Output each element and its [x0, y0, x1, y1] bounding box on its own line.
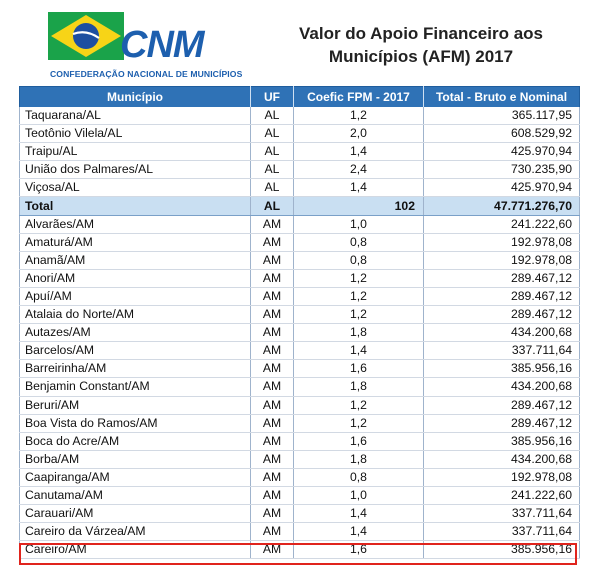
cell-total: 385.956,16	[424, 432, 580, 450]
cell-municipio: Beruri/AM	[20, 396, 251, 414]
cell-total: 337.711,64	[424, 505, 580, 523]
cell-municipio: Teotônio Vilela/AL	[20, 125, 251, 143]
table-row	[20, 125, 580, 143]
cell-coef: 1,4	[294, 179, 424, 197]
cell-uf: AM	[251, 269, 294, 287]
cell-municipio: Boa Vista do Ramos/AM	[20, 414, 251, 432]
cell-uf: AM	[251, 342, 294, 360]
cell-municipio: Barreirinha/AM	[20, 360, 251, 378]
cell-municipio: Alvarães/AM	[20, 215, 251, 233]
cell-total: 289.467,12	[424, 269, 580, 287]
cell-total: 289.467,12	[424, 396, 580, 414]
cell-coef: 0,8	[294, 468, 424, 486]
cell-municipio: Apuí/AM	[20, 287, 251, 305]
cell-municipio: Careiro/AM	[20, 541, 251, 559]
cell-coef: 1,0	[294, 215, 424, 233]
document-title-line2: Municípios (AFM) 2017	[328, 47, 514, 66]
table-row	[20, 215, 580, 233]
cell-uf: AL	[251, 143, 294, 161]
cell-uf: AM	[251, 396, 294, 414]
cell-coef: 1,6	[294, 432, 424, 450]
cell-total: 192.978,08	[424, 233, 580, 251]
cell-municipio: Total	[20, 197, 251, 215]
cell-total: 730.235,90	[424, 161, 580, 179]
cell-uf: AM	[251, 468, 294, 486]
cell-uf: AM	[251, 523, 294, 541]
cell-total: 241.222,60	[424, 215, 580, 233]
cell-coef: 0,8	[294, 251, 424, 269]
cell-uf: AL	[251, 161, 294, 179]
cell-uf: AM	[251, 233, 294, 251]
cell-uf: AM	[251, 287, 294, 305]
cell-coef: 2,0	[294, 125, 424, 143]
table-row	[20, 523, 580, 541]
cell-uf: AM	[251, 450, 294, 468]
cell-total: 192.978,08	[424, 468, 580, 486]
cell-total: 365.117,95	[424, 107, 580, 125]
table-row	[20, 378, 580, 396]
cell-municipio: Caapiranga/AM	[20, 468, 251, 486]
cell-coef: 1,8	[294, 450, 424, 468]
cell-total: 425.970,94	[424, 179, 580, 197]
cell-coef: 1,4	[294, 143, 424, 161]
table-row	[20, 233, 580, 251]
table-row	[20, 450, 580, 468]
cell-coef: 2,4	[294, 161, 424, 179]
cell-total: 337.711,64	[424, 342, 580, 360]
cell-municipio: Traipu/AL	[20, 143, 251, 161]
cell-coef: 0,8	[294, 233, 424, 251]
cell-total: 385.956,16	[424, 360, 580, 378]
cell-total: 192.978,08	[424, 251, 580, 269]
document-title-line1: Valor do Apoio Financeiro aos	[298, 24, 544, 43]
table-row	[20, 342, 580, 360]
cell-total: 289.467,12	[424, 414, 580, 432]
cell-coef: 1,2	[294, 287, 424, 305]
cell-uf: AM	[251, 378, 294, 396]
cell-uf: AM	[251, 414, 294, 432]
table-row	[20, 269, 580, 287]
cell-municipio: Amaturá/AM	[20, 233, 251, 251]
cell-uf: AL	[251, 197, 294, 215]
cell-coef: 1,4	[294, 523, 424, 541]
table-row	[20, 414, 580, 432]
cell-municipio: Taquarana/AL	[20, 107, 251, 125]
cell-total: 385.956,16	[424, 541, 580, 559]
cell-uf: AM	[251, 324, 294, 342]
cell-uf: AM	[251, 360, 294, 378]
cell-uf: AL	[251, 107, 294, 125]
cell-coef: 1,8	[294, 378, 424, 396]
cell-municipio: Boca do Acre/AM	[20, 432, 251, 450]
cell-total: 434.200,68	[424, 378, 580, 396]
header-coef: Coefic FPM - 2017	[294, 87, 424, 108]
cell-municipio: Benjamin Constant/AM	[20, 378, 251, 396]
table-row	[20, 179, 580, 197]
table-row	[20, 396, 580, 414]
cell-total: 289.467,12	[424, 306, 580, 324]
logo-subtitle: CONFEDERAÇÃO NACIONAL DE MUNICÍPIOS	[50, 69, 243, 79]
cell-municipio: Barcelos/AM	[20, 342, 251, 360]
table-row	[20, 107, 580, 125]
cell-total: 434.200,68	[424, 450, 580, 468]
table-row	[20, 287, 580, 305]
cell-municipio: Carauari/AM	[20, 505, 251, 523]
cell-coef: 1,2	[294, 414, 424, 432]
cell-uf: AM	[251, 486, 294, 504]
cell-uf: AM	[251, 432, 294, 450]
cell-coef: 102	[294, 197, 424, 215]
document-title	[262, 22, 580, 68]
table-row	[20, 306, 580, 324]
cell-uf: AM	[251, 541, 294, 559]
cell-coef: 1,2	[294, 396, 424, 414]
cell-total: 289.467,12	[424, 287, 580, 305]
cell-municipio: Anori/AM	[20, 269, 251, 287]
cell-coef: 1,8	[294, 324, 424, 342]
cell-municipio: Atalaia do Norte/AM	[20, 306, 251, 324]
cell-uf: AM	[251, 215, 294, 233]
cell-coef: 1,0	[294, 486, 424, 504]
cell-total: 241.222,60	[424, 486, 580, 504]
cell-uf: AL	[251, 125, 294, 143]
table-row	[20, 486, 580, 504]
cell-municipio: Autazes/AM	[20, 324, 251, 342]
header-uf: UF	[251, 87, 294, 108]
cell-municipio: União dos Palmares/AL	[20, 161, 251, 179]
header-total: Total - Bruto e Nominal	[424, 87, 580, 108]
cell-coef: 1,4	[294, 505, 424, 523]
table-header-row	[20, 87, 580, 108]
table-row	[20, 360, 580, 378]
table-row	[20, 161, 580, 179]
cnm-logo	[48, 6, 243, 80]
cell-uf: AM	[251, 251, 294, 269]
cell-municipio: Viçosa/AL	[20, 179, 251, 197]
cell-municipio: Anamã/AM	[20, 251, 251, 269]
cell-total: 47.771.276,70	[424, 197, 580, 215]
cell-coef: 1,4	[294, 342, 424, 360]
cell-municipio: Borba/AM	[20, 450, 251, 468]
table-row	[20, 468, 580, 486]
header-municipio: Município	[20, 87, 251, 108]
cell-coef: 1,2	[294, 269, 424, 287]
afm-table	[19, 86, 580, 559]
cell-total: 425.970,94	[424, 143, 580, 161]
table-row	[20, 432, 580, 450]
brazil-flag-icon	[48, 6, 128, 68]
table-row	[20, 251, 580, 269]
cell-municipio: Canutama/AM	[20, 486, 251, 504]
cell-coef: 1,2	[294, 306, 424, 324]
table-row	[20, 541, 580, 559]
cell-municipio: Careiro da Várzea/AM	[20, 523, 251, 541]
cell-uf: AL	[251, 179, 294, 197]
cell-coef: 1,2	[294, 107, 424, 125]
cell-uf: AM	[251, 505, 294, 523]
cell-total: 337.711,64	[424, 523, 580, 541]
table-row	[20, 505, 580, 523]
table-row	[20, 324, 580, 342]
cell-coef: 1,6	[294, 360, 424, 378]
cell-total: 608.529,92	[424, 125, 580, 143]
cell-coef: 1,6	[294, 541, 424, 559]
table-total-row	[20, 197, 580, 215]
table-row	[20, 143, 580, 161]
cell-total: 434.200,68	[424, 324, 580, 342]
cell-uf: AM	[251, 306, 294, 324]
logo-wordmark: CNM	[120, 24, 204, 66]
